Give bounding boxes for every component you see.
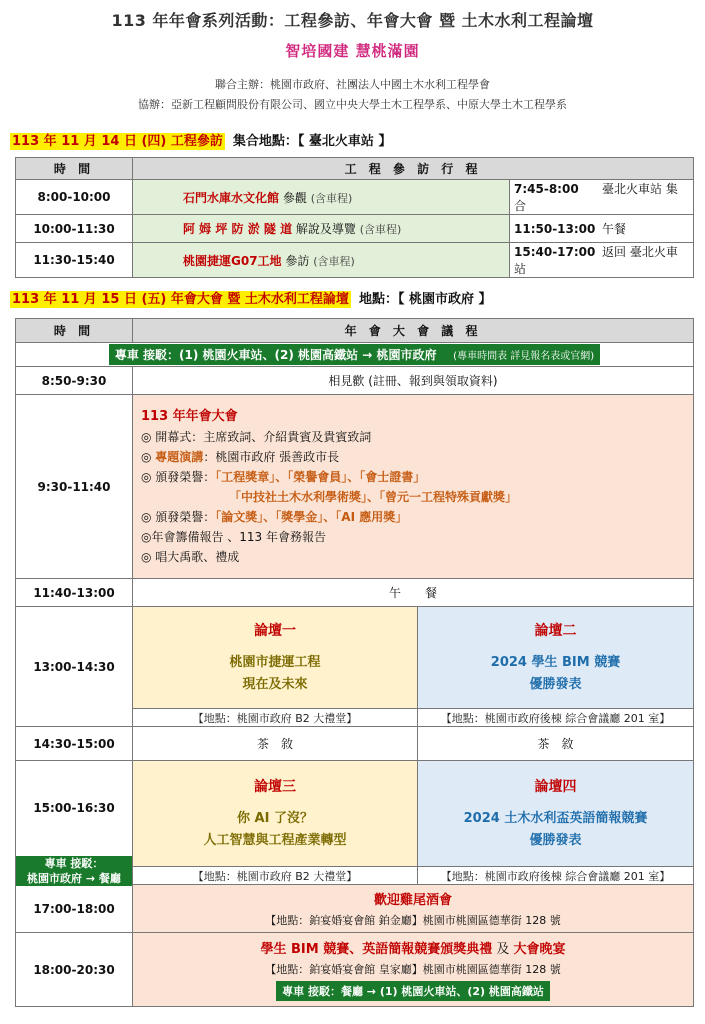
r8-time: 18:00-20:30: [16, 933, 133, 1007]
shuttle-mid-badge: [16, 856, 132, 886]
r5-right: 茶 敘: [418, 727, 694, 761]
forum1-name: 論壇一: [254, 622, 296, 639]
item-keynote: ◎ 專題演講：桃園市政府 張善政市長: [141, 449, 340, 464]
day1-row2-time: 10:00-11:30: [16, 215, 133, 243]
table-row: [16, 367, 694, 395]
co-organizers: 協辦：亞新工程顧問股份有限公司、國立中央大學土木工程學系、中原大學土木工程學系: [138, 98, 567, 111]
forum4-location: 【地點：桃園市政府後棟 綜合會議廳 201 室】: [418, 867, 694, 885]
annual-meeting-title: 113 年年會大會: [141, 408, 238, 424]
item-awards-1b: 「中技社土木水利學術獎」、「曾元一工程特殊貢獻獎」: [229, 489, 518, 504]
forum2-location: 【地點：桃園市政府後棟 綜合會議廳 201 室】: [418, 709, 694, 727]
forum1-location: 【地點：桃園市政府 B2 大禮堂】: [133, 709, 418, 727]
day1-table: [15, 157, 694, 278]
day2-col-time: 時 間: [16, 319, 133, 343]
table-row: [16, 885, 694, 933]
day1-row3-rtime: 15:40-17:00: [514, 245, 596, 259]
item-opening: ◎ 開幕式：主席致詞、介紹貴賓及貴賓致詞: [141, 429, 372, 444]
r3-text: 午 餐: [133, 579, 694, 607]
day1-row3-place: 桃園捷運G07工地: [183, 253, 282, 268]
shuttle-banner-top: [109, 344, 600, 365]
day1-row2-desc: 解說及導覽: [295, 222, 356, 236]
day2-location: 地點：【 桃園市政府 】: [358, 292, 492, 307]
item-awards-1: ◎ 頒發榮譽：「工程獎章」、「榮譽會員」、「會士證書」: [141, 469, 426, 484]
forum2-line2: 優勝發表: [529, 676, 582, 692]
day1-row2-note: (含車程): [359, 223, 402, 236]
day1-row1-desc: 參觀: [282, 190, 307, 205]
day1-row1-note: (含車程): [310, 191, 353, 205]
day2-table: [15, 318, 694, 1007]
table-row: [16, 180, 694, 215]
table-row: [16, 243, 694, 278]
forum3-line2: 人工智慧與工程產業轉型: [203, 832, 347, 848]
forum1-line1: 桃園市捷運工程: [229, 654, 321, 670]
forum3-name: 論壇三: [254, 778, 296, 795]
forum2-name: 論壇二: [534, 622, 577, 639]
day1-row3-time: 11:30-15:40: [16, 243, 133, 278]
forum3-location: 【地點：桃園市政府 B2 大禮堂】: [133, 867, 418, 885]
day1-row1-place: 石門水庫水文化館: [183, 190, 280, 205]
day1-row2-rdesc: 午餐: [602, 222, 627, 236]
r5-time: 14:30-15:00: [16, 727, 133, 761]
shuttle-banner-bottom: 專車 接駁：餐廳 → (1) 桃園火車站、(2) 桃園高鐵站: [276, 981, 550, 1001]
table-row: [16, 579, 694, 607]
day1-row1-rtime: 7:45-8:00: [514, 182, 579, 196]
banquet-title: 學生 BIM 競賽、英語簡報競賽頒獎典禮: [260, 942, 493, 957]
banquet-location: 【地點：鉑宴婚宴會館 皇家廳】桃園市桃園區德華街 128 號: [265, 963, 561, 976]
table-row: [16, 933, 694, 1007]
r3-time: 11:40-13:00: [16, 579, 133, 607]
item-closing: ◎ 唱大禹歌、禮成: [141, 549, 240, 564]
r6-time: 15:00-16:30: [16, 761, 133, 885]
table-row: [16, 761, 694, 867]
banquet-title2: 大會晚宴: [513, 942, 566, 957]
forum3-line1: 你 AI 了沒？: [237, 810, 313, 826]
forum4-line1: 2024 土木水利盃英語簡報競賽: [463, 810, 648, 826]
item-report: ◎年會籌備報告 、113 年會務報告: [141, 529, 327, 544]
r7-time: 17:00-18:00: [16, 885, 133, 933]
day1-row1-time: 8:00-10:00: [16, 180, 133, 215]
shuttle-mid-line1: 專車 接駁：: [44, 857, 104, 870]
table-row: [16, 607, 694, 709]
forum2-line1: 2024 學生 BIM 競賽: [490, 654, 621, 670]
keynote-label: 專題演講: [155, 449, 204, 464]
page-title: 113 年年會系列活動：工程參訪、年會大會 暨 土木水利工程論壇: [111, 11, 594, 30]
shuttle-top-text: 專車 接駁：(1) 桃園火車站、(2) 桃園高鐵站 → 桃園市政府: [114, 348, 437, 362]
table-row: [16, 395, 694, 579]
shuttle-top-note: (專車時間表 詳見報名表或官網): [453, 351, 595, 362]
r2-time: 9:30-11:40: [16, 395, 133, 579]
day1-row3-rdesc: 返回 臺北火車站: [514, 245, 678, 276]
shuttle-mid-line2: 桃園市政府 → 餐廳: [27, 872, 121, 885]
day1-date-title: 113 年 11 月 14 日 (四) 工程參訪: [12, 134, 223, 149]
day1-col-schedule: 工 程 參 訪 行 程: [133, 158, 694, 180]
cocktail-location: 【地點：鉑宴婚宴會館 鉑金廳】桃園市桃園區德華街 128 號: [265, 914, 561, 927]
r1-time: 8:50-9:30: [16, 367, 133, 395]
r4-time: 13:00-14:30: [16, 607, 133, 727]
day1-row1-rdesc: 臺北火車站 集合: [514, 182, 678, 213]
day2-col-schedule: 年 會 大 會 議 程: [133, 319, 694, 343]
day1-location: 集合地點：【 臺北火車站 】: [232, 134, 392, 149]
r5-left: 茶 敘: [133, 727, 418, 761]
table-row: [16, 215, 694, 243]
cocktail-title: 歡迎雞尾酒會: [374, 893, 453, 908]
forum4-name: 論壇四: [534, 778, 577, 795]
r1-text: 相見歡 (註冊、報到與領取資料): [133, 367, 694, 395]
day1-row3-note: (含車程): [313, 254, 355, 268]
item-awards-2: ◎ 頒發榮譽：「論文獎」、「獎學金」、「AI 應用獎」: [141, 509, 408, 524]
forum4-line2: 優勝發表: [529, 832, 582, 848]
day2-date-title: 113 年 11 月 15 日 (五) 年會大會 暨 土木水利工程論壇: [12, 292, 349, 307]
forum1-line2: 現在及未來: [242, 676, 308, 692]
day2-header: [10, 288, 492, 307]
day1-header: [10, 130, 391, 149]
day1-col-time: 時 間: [16, 158, 133, 180]
banquet-and: 及: [496, 942, 510, 957]
day1-row2-place: 阿 姆 坪 防 淤 隧 道: [183, 222, 293, 236]
day1-row3-desc: 參訪: [285, 253, 310, 268]
organizers: 聯合主辦：桃園市政府、社團法人中國土木水利工程學會: [215, 78, 490, 91]
table-row: [16, 727, 694, 761]
page-subtitle: 智培國建 慧桃滿園: [285, 42, 420, 60]
day1-row2-rtime: 11:50-13:00: [514, 222, 596, 236]
